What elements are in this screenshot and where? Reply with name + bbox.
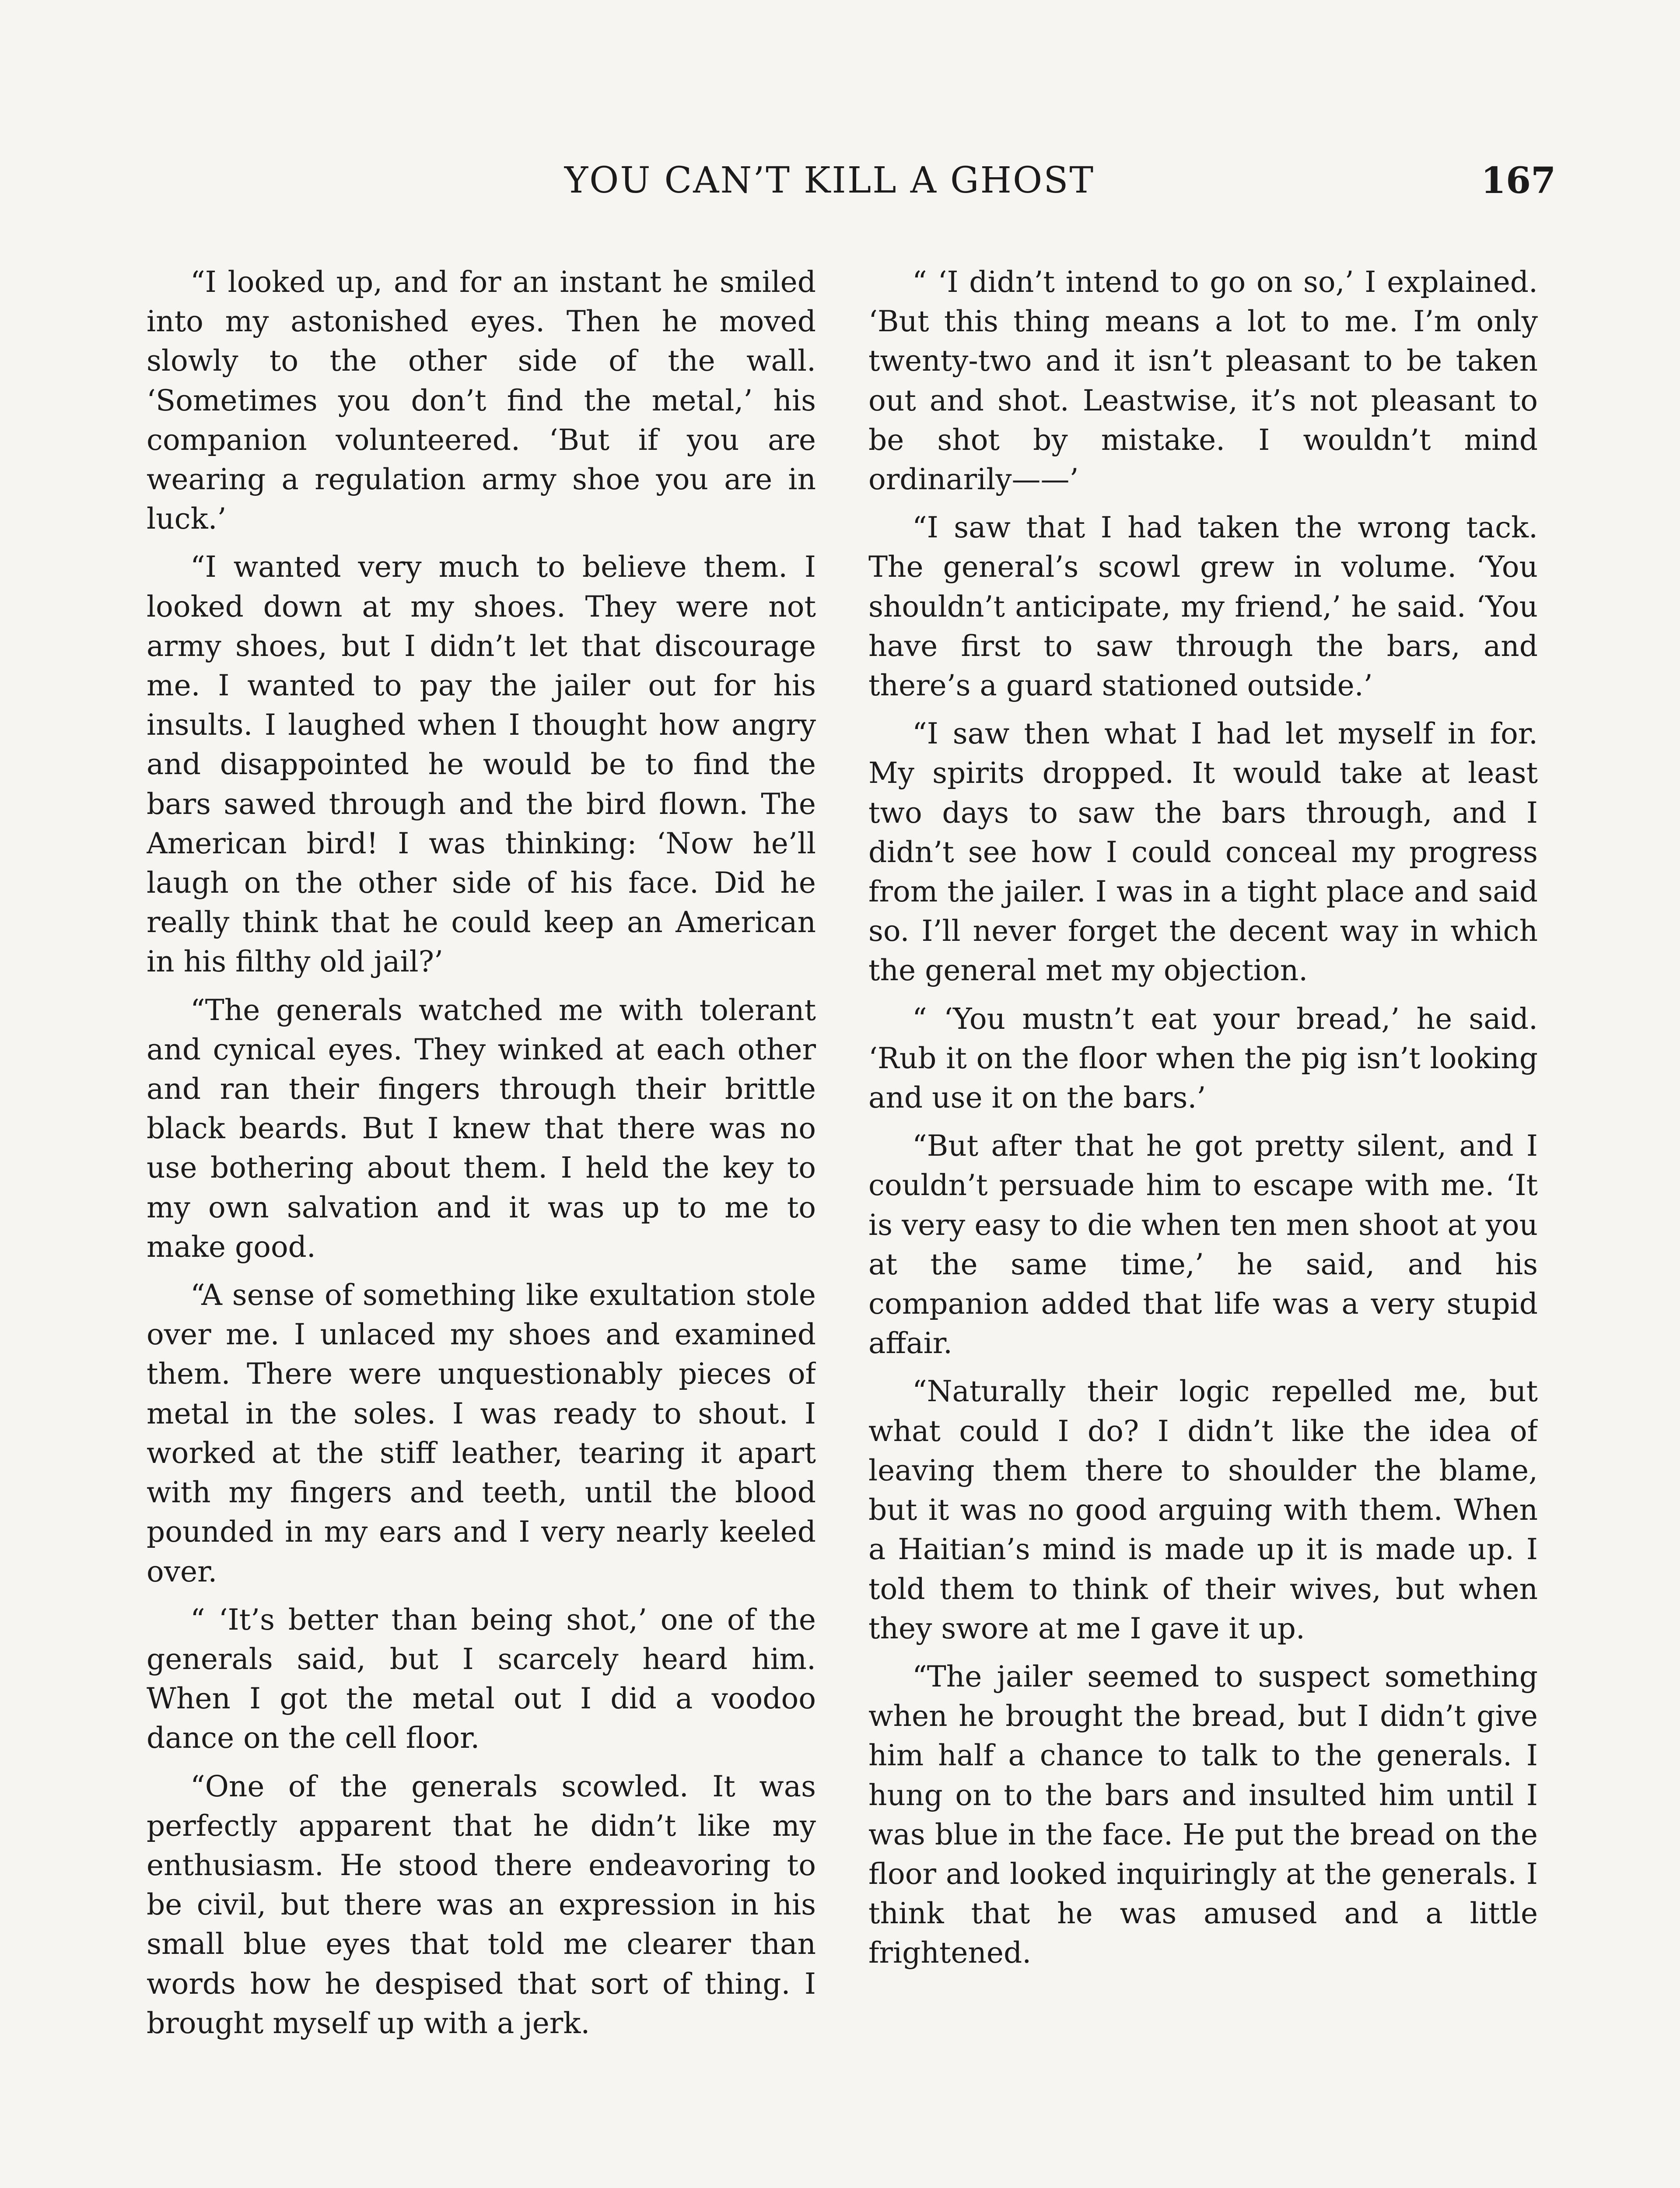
- running-head: [0, 160, 1680, 212]
- paragraph: “The jailer seemed to suspect something when he brought the bread, but I didn’t give him half a chance to talk to the generals. I hung on to the bars and insulted him until I was blue in the face. He put the bread on the floor and looked inquiringly at the generals. I think that he was amused and a little frightened.: [868, 1659, 1538, 1970]
- paragraph: “One of the generals scowled. It was perfectly apparent that he didn’t like my enthusiasm. He stood there endeavoring to be civil, but there was an expression in his small blue eyes that told me clearer than words how he despised that sort of thing. I brought myself up with a jerk.: [147, 1769, 816, 2040]
- paragraph: “I wanted very much to believe them. I looked down at my shoes. They were not army shoes, but I didn’t let that discourage me. I wanted to pay the jailer out for his insults. I laughed when I thought how angry and disappointed he would be to find the bars sawed through and the bird flown. The American bird! I was thinking: ‘Now he’ll laugh on the other side of his face. Did he really think that he could keep an American in his filthy old jail?’: [147, 550, 816, 979]
- paragraph: “A sense of something like exultation stole over me. I unlaced my shoes and examined them. There were unquestionably pieces of metal in the soles. I was ready to shout. I worked at the stiff leather, tearing it apart with my fingers and teeth, until the blood pounded in my ears and I very nearly keeled over.: [147, 1278, 816, 1588]
- running-title: YOU CAN’T KILL A GHOST: [564, 160, 1095, 201]
- paragraph: “I looked up, and for an instant he smiled into my astonished eyes. Then he moved slowly to the other side of the wall. ‘Sometimes you don’t find the metal,’ his companion volunteered. ‘But if you are wearing a regulation army shoe you are in luck.’: [147, 265, 816, 536]
- page-number: 167: [1481, 160, 1556, 202]
- paragraph: “ ‘You mustn’t eat your bread,’ he said. ‘Rub it on the floor when the pig isn’t looking and use it on the bars.’: [868, 1002, 1538, 1115]
- paragraph: “Naturally their logic repelled me, but what could I do? I didn’t like the idea of leaving them there to shoulder the blame, but it was no good arguing with them. When a Haitian’s mind is made up it is made up. I told them to think of their wives, but when they swore at me I gave it up.: [868, 1375, 1538, 1645]
- paragraph: “ ‘It’s better than being shot,’ one of the generals said, but I scarcely heard him. When I got the metal out I did a voodoo dance on the cell floor.: [147, 1602, 816, 1755]
- paragraph: “The generals watched me with tolerant and cynical eyes. They winked at each other and ran their fingers through their brittle black beards. But I knew that there was no use bothering about them. I held the key to my own salvation and it was up to me to make good.: [147, 993, 816, 1264]
- paragraph: “I saw that I had taken the wrong tack. The general’s scowl grew in volume. ‘You shouldn’t anticipate, my friend,’ he said. ‘You have first to saw through the bars, and there’s a guard stationed outside.’: [868, 511, 1538, 703]
- right-column: [868, 263, 1538, 2188]
- left-column: [147, 263, 816, 2188]
- paragraph: “I saw then what I had let myself in for. My spirits dropped. It would take at least two days to saw the bars through, and I didn’t see how I could conceal my progress from the jailer. I was in a tight place and said so. I’ll never forget the decent way in which the general met my objection.: [868, 717, 1538, 988]
- paragraph: “But after that he got pretty silent, and I couldn’t persuade him to escape with me. ‘It is very easy to die when ten men shoot at you at the same time,’ he said, and his companion added that life was a very stupid affair.: [868, 1129, 1538, 1360]
- paragraph: “ ‘I didn’t intend to go on so,’ I explained. ‘But this thing means a lot to me. I’m only twenty-two and it isn’t pleasant to be taken out and shot. Leastwise, it’s not pleasant to be shot by mistake. I wouldn’t mind ordinarily——’: [868, 265, 1538, 497]
